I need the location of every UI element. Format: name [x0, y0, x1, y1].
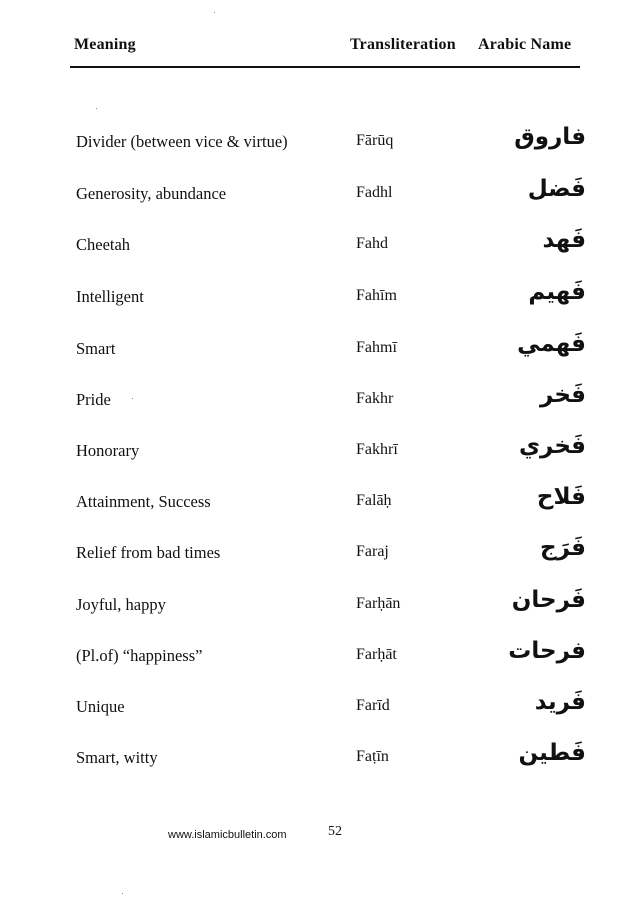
meaning-cell: (Pl.of) “happiness”	[76, 646, 203, 665]
arabic-name-cell: فرحات	[508, 638, 586, 664]
page-number: 52	[328, 824, 342, 839]
meaning-cell: Smart, witty	[76, 748, 158, 767]
meaning-cell: Generosity, abundance	[76, 184, 227, 203]
transliteration-cell: Fakhr	[356, 390, 394, 407]
name-row	[0, 279, 638, 319]
header-divider	[70, 66, 580, 68]
transliteration-cell: Farḥān	[356, 595, 401, 612]
name-row	[0, 689, 638, 729]
transliteration-cell: Falāḥ	[356, 492, 392, 509]
transliteration-cell: Faraj	[356, 543, 389, 560]
transliteration-cell: Fakhrī	[356, 441, 398, 458]
arabic-name-cell: فَخر	[540, 382, 586, 408]
meaning-cell: Relief from bad times	[76, 543, 221, 562]
transliteration-cell: Farīd	[356, 697, 390, 714]
name-row	[0, 587, 638, 627]
meaning-cell: Smart	[76, 339, 116, 358]
name-row	[0, 535, 638, 575]
scan-speck	[96, 108, 97, 109]
arabic-name-cell: فَرحان	[511, 587, 586, 613]
meaning-cell: Attainment, Success	[76, 492, 211, 511]
arabic-name-cell: فَلاح	[536, 484, 586, 510]
arabic-name-cell: فَرَج	[540, 535, 586, 561]
name-row	[0, 638, 638, 678]
meaning-cell: Divider (between vice & virtue)	[76, 132, 288, 151]
meaning-cell: Intelligent	[76, 287, 144, 306]
column-header-meaning: Meaning	[74, 36, 136, 53]
meaning-cell: Joyful, happy	[76, 595, 166, 614]
scan-speck	[214, 12, 215, 13]
name-row	[0, 227, 638, 267]
meaning-cell: Cheetah	[76, 235, 131, 254]
name-row	[0, 484, 638, 524]
arabic-name-cell: فَضل	[527, 176, 586, 202]
arabic-name-cell: فَخري	[518, 433, 586, 459]
arabic-name-cell: فَريد	[534, 689, 586, 715]
transliteration-cell: Fahīm	[356, 287, 397, 304]
website-url: www.islamicbulletin.com	[168, 829, 287, 841]
meaning-cell: Honorary	[76, 441, 140, 460]
column-header-arabic-name: Arabic Name	[478, 36, 572, 53]
name-row	[0, 124, 638, 164]
name-row	[0, 382, 638, 422]
transliteration-cell: Fahd	[356, 235, 388, 252]
arabic-name-cell: فَهمي	[517, 331, 586, 357]
transliteration-cell: Fārūq	[356, 132, 394, 149]
arabic-name-cell: فَطين	[518, 740, 586, 766]
column-header-transliteration: Transliteration	[350, 36, 456, 53]
transliteration-cell: Fahmī	[356, 339, 397, 356]
name-row	[0, 176, 638, 216]
name-row	[0, 740, 638, 780]
transliteration-cell: Faṭīn	[356, 748, 389, 765]
name-row	[0, 331, 638, 371]
meaning-cell: Unique	[76, 697, 125, 716]
transliteration-cell: Farḥāt	[356, 646, 397, 663]
arabic-name-cell: فاروق	[514, 124, 586, 150]
arabic-name-cell: فَهيم	[528, 279, 586, 305]
transliteration-cell: Fadhl	[356, 184, 393, 201]
scan-speck	[132, 398, 133, 399]
name-row	[0, 433, 638, 473]
meaning-cell: Pride	[76, 390, 111, 409]
scan-speck	[122, 893, 123, 894]
arabic-name-cell: فَهد	[542, 227, 586, 253]
